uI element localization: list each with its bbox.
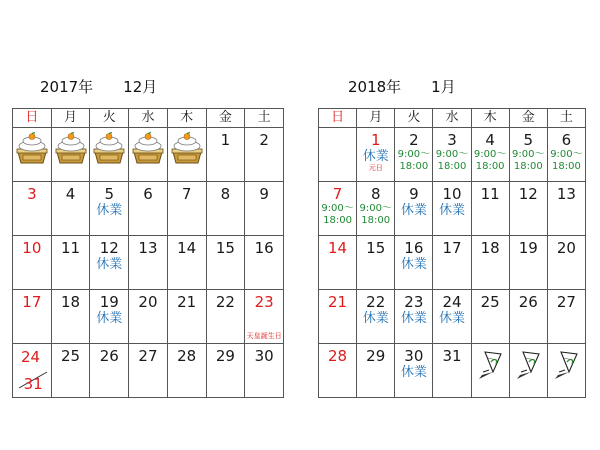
day-cell — [206, 128, 245, 182]
day-cell — [509, 182, 547, 236]
day-cell — [129, 236, 168, 290]
day-number: 10 — [22, 239, 42, 257]
day-cell — [245, 344, 284, 398]
day-number: 17 — [22, 293, 42, 311]
day-number: 23 — [404, 293, 424, 311]
day-cell — [167, 182, 206, 236]
day-cell — [90, 236, 129, 290]
day-cell — [547, 236, 585, 290]
day-cell — [357, 182, 395, 236]
business-hours: 18:00 — [399, 161, 429, 172]
day-number: 9 — [409, 185, 419, 203]
day-cell — [319, 236, 357, 290]
december-calendar — [12, 108, 284, 398]
closed-label: 休業 — [96, 203, 123, 218]
business-hours: 18:00 — [552, 161, 581, 172]
day-cell — [206, 290, 245, 344]
day-cell — [319, 344, 357, 398]
day-number: 20 — [138, 293, 158, 311]
day-number: 16 — [254, 239, 274, 257]
weekday-header: 木 — [471, 109, 509, 128]
day-number: 22 — [366, 293, 386, 311]
day-cell — [547, 128, 585, 182]
closed-label: 休業 — [362, 311, 389, 326]
day-cell — [129, 344, 168, 398]
day-cell — [547, 344, 585, 398]
day-cell — [90, 344, 129, 398]
day-cell — [90, 128, 129, 182]
day-number: 15 — [215, 239, 235, 257]
weekday-header: 金 — [509, 109, 547, 128]
business-hours: 9:00～ — [550, 149, 583, 160]
day-number: 14 — [328, 239, 348, 257]
business-hours: 9:00～ — [397, 149, 431, 160]
day-cell — [395, 290, 433, 344]
business-hours: 18:00 — [361, 215, 391, 226]
closed-label: 休業 — [96, 311, 123, 326]
day-cell — [51, 182, 90, 236]
day-number: 5 — [104, 185, 115, 203]
day-cell — [509, 236, 547, 290]
day-cell — [547, 182, 585, 236]
week-row — [13, 290, 284, 344]
day-cell — [395, 344, 433, 398]
day-number: 30 — [254, 347, 274, 365]
day-number: 31 — [442, 347, 462, 365]
week-row — [13, 236, 284, 290]
day-cell — [433, 236, 471, 290]
business-hours: 9:00～ — [512, 149, 545, 160]
day-number: 24 — [442, 293, 462, 311]
day-cell — [509, 128, 547, 182]
day-cell — [13, 128, 52, 182]
day-cell — [129, 128, 168, 182]
day-cell — [13, 236, 52, 290]
day-number: 14 — [177, 239, 197, 257]
day-cell — [129, 290, 168, 344]
day-cell — [245, 128, 284, 182]
day-number: 18 — [480, 239, 500, 257]
day-cell — [13, 290, 52, 344]
day-cell — [51, 236, 90, 290]
day-number: 20 — [556, 239, 576, 257]
day-cell — [357, 344, 395, 398]
day-cell — [13, 344, 52, 398]
day-number: 12 — [518, 185, 538, 203]
day-cell — [357, 128, 395, 182]
day-number: 8 — [370, 185, 381, 203]
day-number: 6 — [143, 185, 153, 203]
day-cell — [395, 128, 433, 182]
day-number: 21 — [328, 293, 348, 311]
day-number: 29 — [366, 347, 386, 365]
business-hours: 18:00 — [475, 161, 505, 172]
day-number: 3 — [447, 131, 457, 149]
weekday-header: 水 — [129, 109, 168, 128]
weekday-header: 土 — [245, 109, 284, 128]
day-cell — [51, 344, 90, 398]
day-number: 9 — [259, 185, 269, 203]
day-number: 21 — [177, 293, 197, 311]
closed-label: 休業 — [400, 203, 427, 218]
january-calendar — [318, 108, 586, 398]
business-hours: 18:00 — [513, 161, 543, 172]
day-cell — [167, 236, 206, 290]
brush-pen-icon — [510, 348, 547, 386]
day-cell — [319, 182, 357, 236]
day-cell — [509, 344, 547, 398]
day-number: 5 — [523, 131, 534, 149]
week-row — [13, 344, 284, 398]
weekday-header: 日 — [13, 109, 52, 128]
kagami-mochi-icon — [129, 132, 167, 168]
day-number: 4 — [65, 185, 76, 203]
weekday-header-row — [13, 109, 284, 128]
business-hours: 9:00～ — [321, 203, 354, 214]
day-cell — [90, 290, 129, 344]
day-cell — [90, 182, 129, 236]
day-number: 1 — [370, 131, 381, 149]
closed-label: 休業 — [438, 203, 465, 218]
weekday-header: 金 — [206, 109, 245, 128]
business-hours: 9:00～ — [359, 203, 392, 214]
day-cell — [167, 344, 206, 398]
day-number: 26 — [518, 293, 538, 311]
day-number: 19 — [518, 239, 538, 257]
day-cell — [206, 236, 245, 290]
january-title: 2018年 1月 — [348, 78, 456, 96]
week-row — [319, 236, 586, 290]
weekday-header: 月 — [357, 109, 395, 128]
day-number: 11 — [61, 239, 81, 257]
week-row — [13, 128, 284, 182]
day-cell — [51, 290, 90, 344]
weekday-header: 木 — [167, 109, 206, 128]
day-cell — [433, 182, 471, 236]
day-number: 7 — [181, 185, 192, 203]
day-cell — [433, 128, 471, 182]
closed-label: 休業 — [438, 311, 465, 326]
weekday-header: 日 — [319, 109, 357, 128]
day-number: 18 — [61, 293, 81, 311]
day-number: 3 — [27, 185, 37, 203]
holiday-name: 元日 — [368, 164, 383, 172]
kagami-mochi-icon — [13, 132, 51, 168]
closed-label: 休業 — [362, 149, 389, 164]
day-number: 13 — [556, 185, 576, 203]
day-number: 19 — [99, 293, 119, 311]
weekday-header: 月 — [51, 109, 90, 128]
day-cell — [471, 344, 509, 398]
day-cell — [206, 344, 245, 398]
week-row — [319, 290, 586, 344]
day-cell — [319, 290, 357, 344]
day-number: 12 — [99, 239, 119, 257]
day-cell — [51, 128, 90, 182]
brush-pen-icon — [548, 348, 585, 386]
weekday-header: 火 — [90, 109, 129, 128]
day-cell — [245, 182, 284, 236]
kagami-mochi-icon — [90, 132, 128, 168]
weekday-header: 火 — [395, 109, 433, 128]
day-cell — [167, 128, 206, 182]
day-cell — [471, 182, 509, 236]
kagami-mochi-icon — [168, 132, 206, 168]
day-cell — [357, 236, 395, 290]
day-number: 22 — [215, 293, 235, 311]
day-number: 24 — [21, 348, 41, 366]
day-cell — [395, 182, 433, 236]
business-hours: 9:00～ — [435, 149, 469, 160]
day-number: 7 — [332, 185, 343, 203]
week-row — [13, 182, 284, 236]
day-cell — [245, 236, 284, 290]
day-number: 29 — [215, 347, 235, 365]
week-row — [319, 182, 586, 236]
business-hours: 18:00 — [323, 215, 352, 226]
day-cell — [357, 290, 395, 344]
holiday-name: 天皇誕生日 — [246, 332, 282, 340]
day-number: 15 — [366, 239, 386, 257]
day-cell — [245, 290, 284, 344]
day-number: 1 — [220, 131, 231, 149]
day-cell — [433, 290, 471, 344]
day-cell — [471, 128, 509, 182]
day-number: 23 — [254, 293, 274, 311]
day-cell — [471, 236, 509, 290]
day-number: 10 — [442, 185, 462, 203]
closed-label: 休業 — [96, 257, 123, 272]
day-number: 17 — [442, 239, 462, 257]
brush-pen-icon — [472, 348, 509, 386]
kagami-mochi-icon — [52, 132, 90, 168]
week-row — [319, 344, 586, 398]
day-number: 2 — [259, 131, 269, 149]
day-number: 30 — [404, 347, 424, 365]
day-cell — [433, 344, 471, 398]
day-number: 11 — [480, 185, 500, 203]
day-number: 13 — [138, 239, 158, 257]
empty-cell — [319, 128, 357, 182]
day-number: 27 — [138, 347, 158, 365]
day-cell — [206, 182, 245, 236]
day-number: 25 — [61, 347, 81, 365]
day-number: 6 — [561, 131, 572, 149]
day-cell — [13, 182, 52, 236]
business-hours: 18:00 — [437, 161, 467, 172]
closed-label: 休業 — [400, 257, 427, 272]
day-number: 31 — [23, 375, 43, 393]
december-title: 2017年 12月 — [40, 78, 158, 96]
weekday-header-row — [319, 109, 586, 128]
day-number: 28 — [328, 347, 348, 365]
closed-label: 休業 — [400, 311, 427, 326]
day-cell — [395, 236, 433, 290]
day-cell — [471, 290, 509, 344]
weekday-header: 水 — [433, 109, 471, 128]
day-number: 28 — [177, 347, 197, 365]
day-cell — [509, 290, 547, 344]
day-number: 4 — [485, 131, 495, 149]
day-number: 8 — [220, 185, 231, 203]
day-number: 2 — [409, 131, 419, 149]
weekday-header: 土 — [547, 109, 585, 128]
day-number: 25 — [480, 293, 500, 311]
closed-label: 休業 — [400, 365, 427, 380]
day-cell — [547, 290, 585, 344]
day-number: 27 — [556, 293, 576, 311]
day-cell — [167, 290, 206, 344]
week-row — [319, 128, 586, 182]
day-cell — [129, 182, 168, 236]
day-number: 16 — [404, 239, 424, 257]
day-number: 26 — [99, 347, 119, 365]
business-hours: 9:00～ — [473, 149, 507, 160]
